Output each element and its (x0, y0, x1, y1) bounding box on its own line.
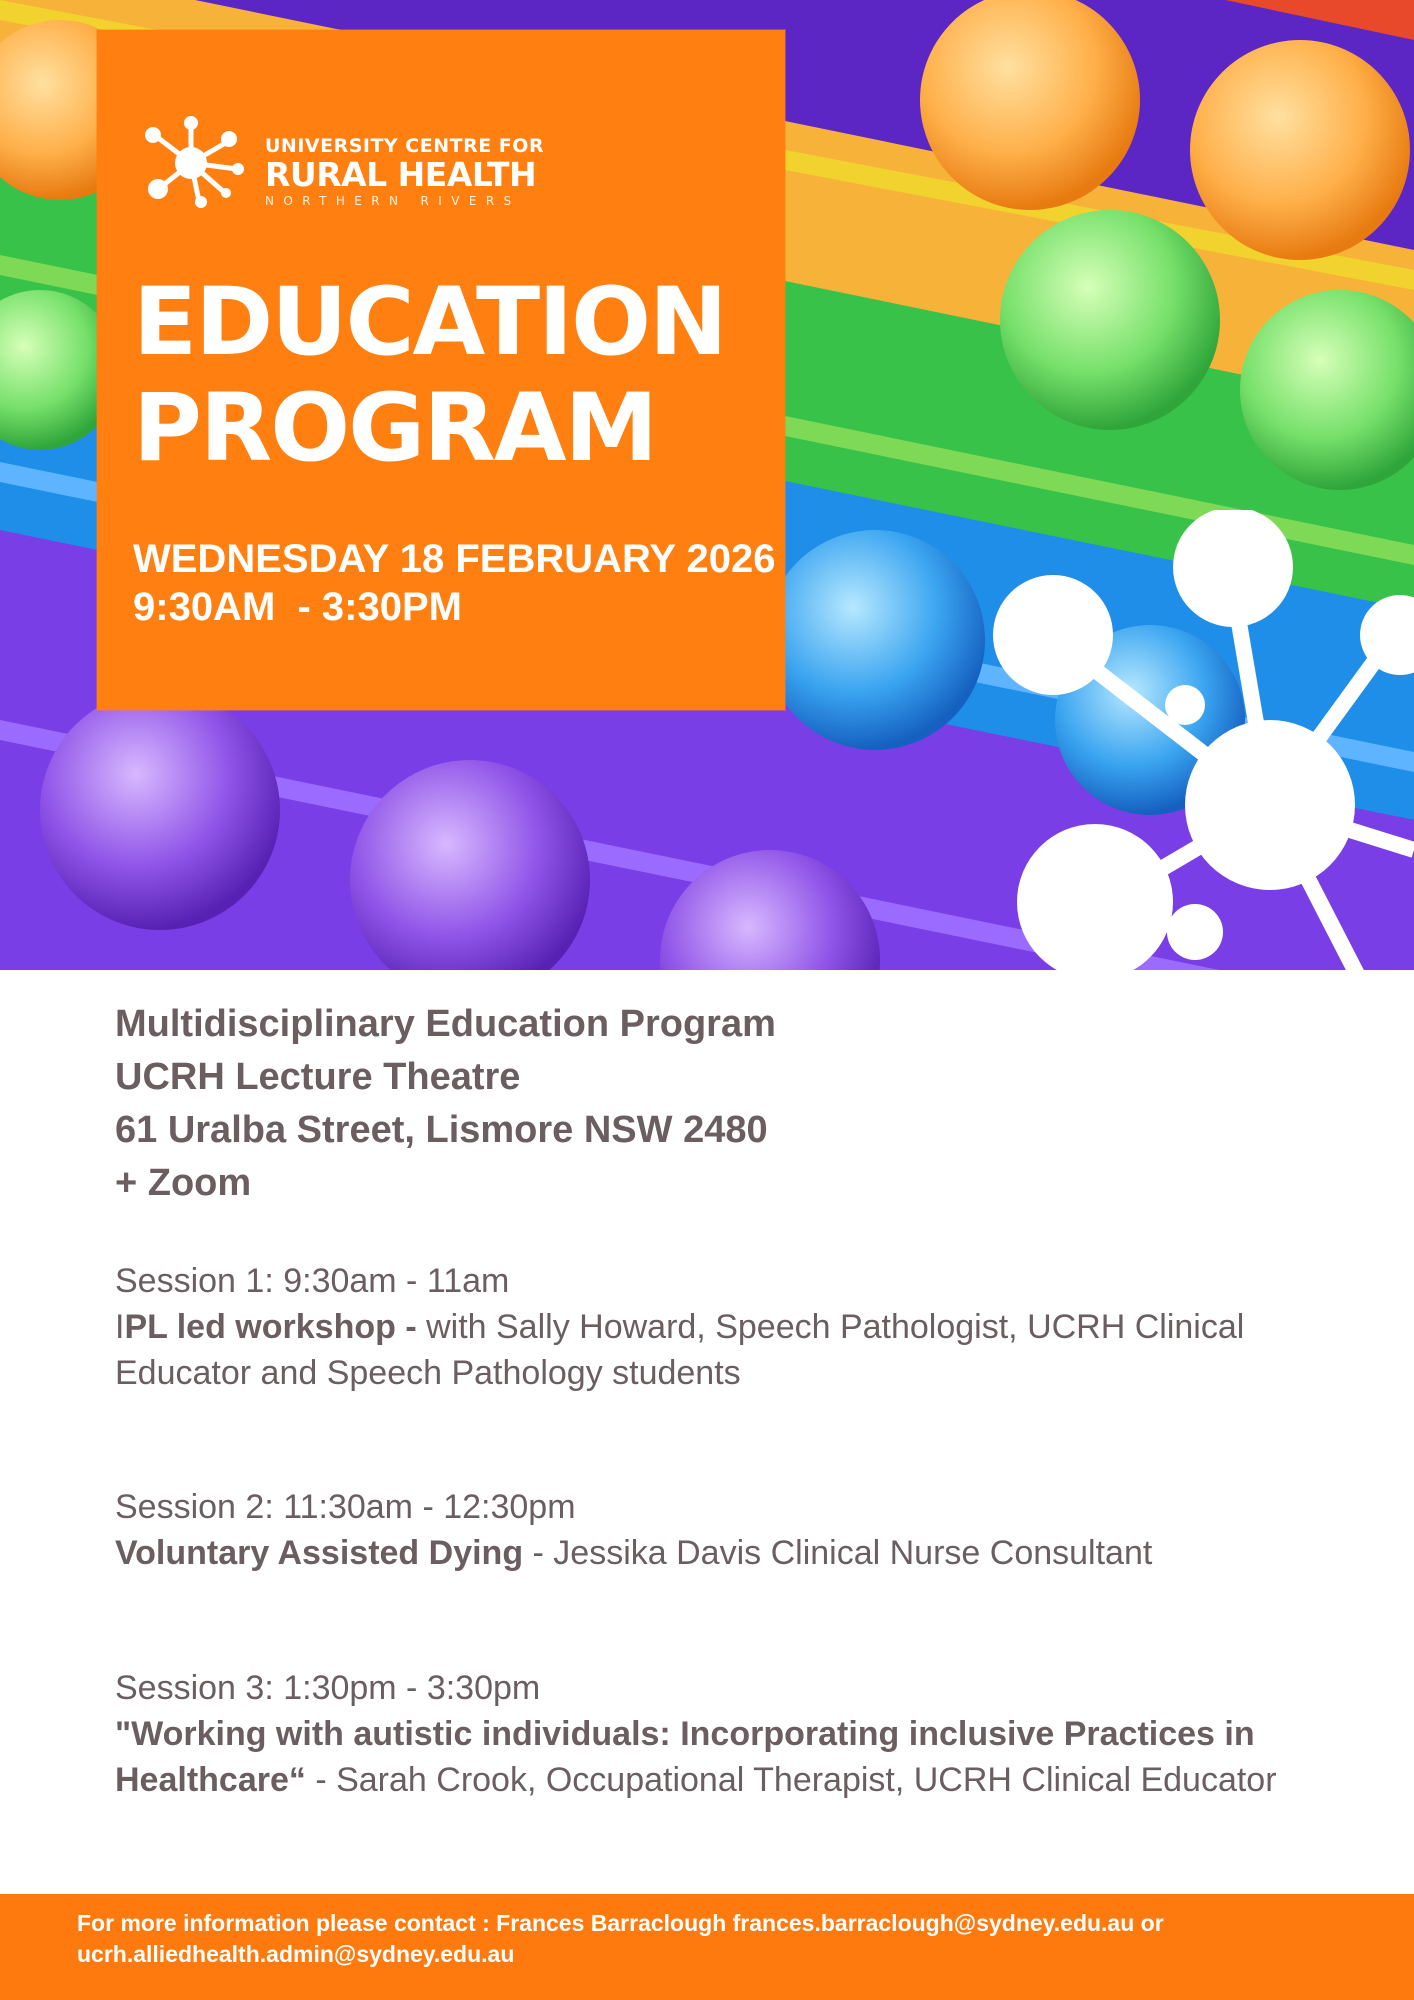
heading-line-2: PROGRAM (133, 374, 657, 483)
session-description: - Jessika Davis Clinical Nurse Consultant (523, 1534, 1153, 1572)
session-time: Session 3: 1:30pm - 3:30pm (115, 1669, 541, 1707)
venue-line: 61 Uralba Street, Lismore NSW 2480 (115, 1109, 768, 1151)
program-heading (133, 270, 726, 482)
time-line: 9:30AM - 3:30PM (133, 585, 462, 629)
session-1 (115, 1258, 1365, 1484)
network-molecule-icon (141, 113, 245, 209)
logo-line-3: NORTHERN RIVERS (265, 194, 521, 208)
venue-line: UCRH Lecture Theatre (115, 1056, 521, 1098)
ucrh-logo (141, 113, 611, 213)
hero-banner (0, 0, 1414, 970)
session-title: "Working with autistic individuals: Incorporating inclusive Practices in Healthcare“ (115, 1715, 1255, 1799)
session-description: with Sally Howard, Speech Pathologist, UCRH Clinical Educator and Speech Pathology students (115, 1308, 1245, 1392)
sessions-list (115, 1258, 1365, 1803)
contact-text: For more information please contact : Frances Barraclough frances.barraclough@sydney.edu.au or ucrh.alliedhealth.admin@sydney.edu.au (77, 1910, 1164, 1967)
session-title-lead: I (115, 1308, 125, 1346)
session-title: Voluntary Assisted Dying (115, 1534, 524, 1572)
session-3 (115, 1665, 1365, 1803)
venue-line: + Zoom (115, 1162, 252, 1204)
session-time: Session 2: 11:30am - 12:30pm (115, 1488, 576, 1526)
large-molecule-icon (980, 510, 1414, 970)
heading-line-1: EDUCATION (133, 268, 726, 377)
venue-line: Multidisciplinary Education Program (115, 1003, 776, 1045)
date-line: WEDNESDAY 18 FEBRUARY 2026 (133, 537, 776, 581)
venue-block (115, 998, 776, 1210)
logo-line-1: UNIVERSITY CENTRE FOR (265, 135, 545, 157)
event-date (133, 535, 775, 631)
session-time: Session 1: 9:30am - 11am (115, 1262, 510, 1300)
logo-line-2: RURAL HEALTH (265, 155, 537, 194)
contact-footer (0, 1894, 1414, 2000)
session-description: - Sarah Crook, Occupational Therapist, UCRH Clinical Educator (305, 1761, 1277, 1799)
title-card (97, 30, 785, 710)
session-2 (115, 1484, 1365, 1665)
session-title: PL led workshop - (124, 1308, 427, 1346)
